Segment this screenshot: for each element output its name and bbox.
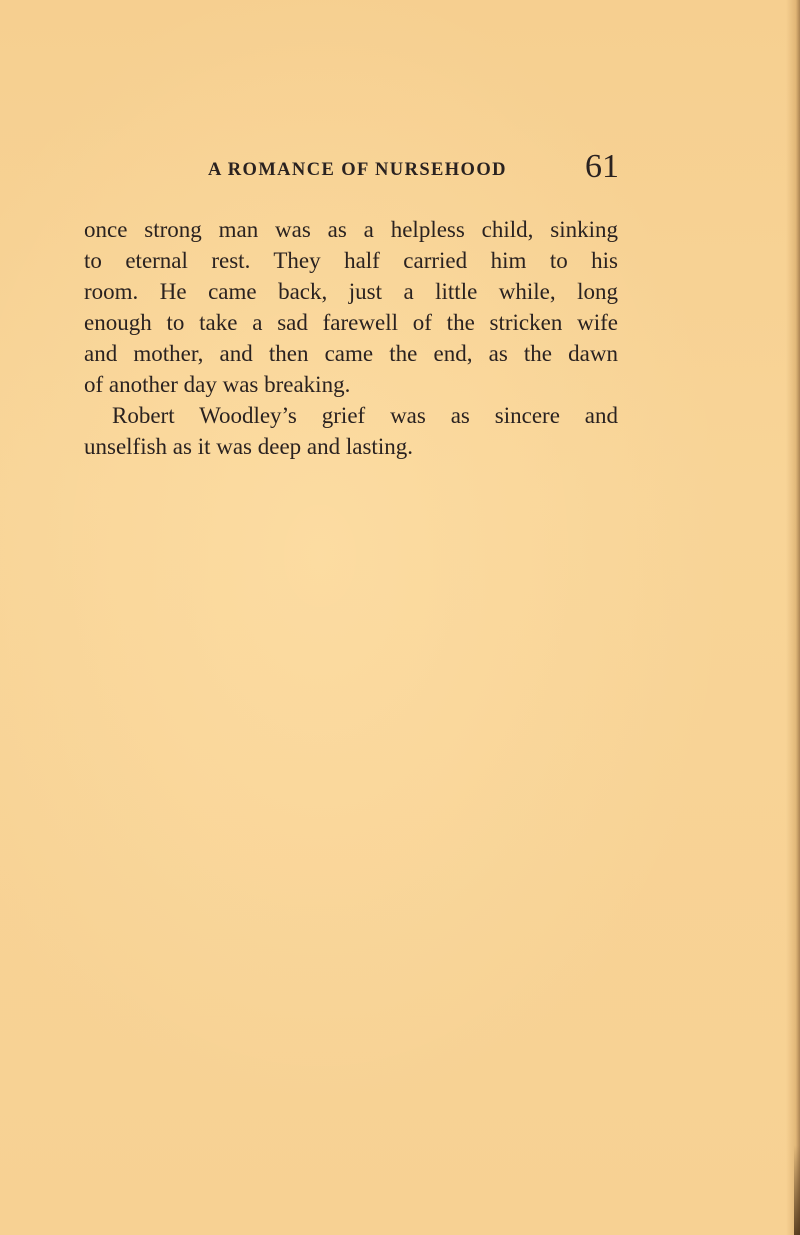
text-line: of another day was breaking. (84, 372, 351, 397)
page-edge-dark (794, 1145, 800, 1235)
text-line: enough to take a sad farewell of the stricken wife (84, 310, 618, 335)
text-line: room. He came back, just a little while, long (84, 279, 618, 304)
text-line: to eternal rest. They half carried him to his (84, 248, 618, 273)
running-head-title: A ROMANCE OF NURSEHOOD (208, 160, 507, 180)
text-line: Robert Woodley’s grief was as sincere and (112, 403, 618, 428)
text-line: and mother, and then came the end, as the dawn (84, 341, 618, 366)
page-number: 61 (585, 148, 619, 185)
text-line: unselfish as it was deep and lasting. (84, 434, 413, 459)
text-line: once strong man was as a helpless child, sinking (84, 217, 618, 242)
body-text (84, 214, 618, 462)
running-head (0, 150, 800, 190)
